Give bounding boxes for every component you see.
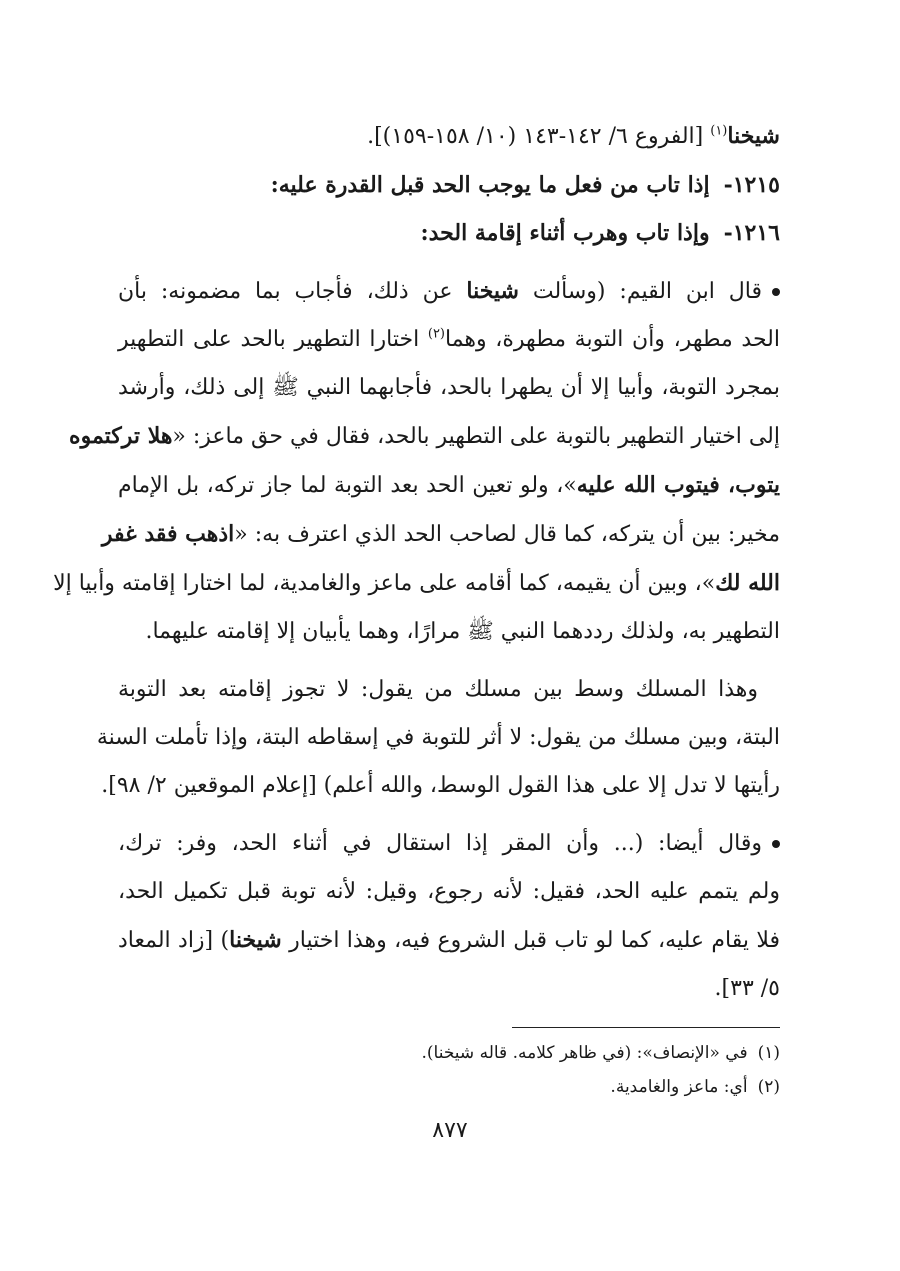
footnote-separator — [512, 1027, 780, 1028]
paragraph-ibn-qayyim-1 — [53, 267, 780, 656]
footnotes — [118, 1036, 780, 1104]
text-span: مخير: بين أن يتركه، كما قال لصاحب الحد الذي اعترف به: « — [234, 522, 780, 547]
footnote-text: في «الإنصاف»: (في ظاهر كلامه. قاله شيخنا). — [421, 1043, 748, 1063]
text-span: ) [زاد المعاد — [118, 928, 230, 953]
text-line: بمجرد التوبة، وأبيا إلا أن يطهرا بالحد، فأجابهما النبي ﷺ إلى ذلك، وأرشد — [118, 375, 780, 400]
footnote-ref-2[interactable]: (٢) — [427, 326, 445, 342]
shaykh-ref: شيخنا — [727, 123, 780, 149]
text-line — [118, 316, 780, 364]
text-span: وقال أيضا: (... وأن المقر إذا استقال في أثناء الحد، وفر: ترك، — [118, 831, 762, 856]
citation: [الفروع ٦/ ١٤٢-١٤٣ (١٠/ ١٥٨-١٥٩)]. — [367, 124, 711, 149]
paragraph-ibn-qayyim-2 — [96, 666, 780, 810]
text-line: ٥/ ٣٣]. — [714, 976, 780, 1001]
footnote-number: (٢) — [757, 1077, 780, 1097]
text-span: فلا يقام عليه، كما لو تاب قبل الشروع فيه، وهذا اختيار — [281, 928, 780, 953]
text-line — [118, 267, 780, 316]
heading-title: إذا تاب من فعل ما يوجب الحد قبل القدرة عليه: — [270, 172, 710, 198]
text-span: وهذا المسلك وسط بين مسلك من يقول: لا تجوز إقامته بعد التوبة — [118, 677, 758, 702]
main-text — [53, 112, 780, 1013]
heading-number: ١٢١٦- — [723, 220, 780, 246]
heading-title: وإذا تاب وهرب أثناء إقامة الحد: — [420, 220, 710, 246]
text-line: التطهير به، ولذلك رددهما النبي ﷺ مرارًا، وهما يأبيان إلا إقامته عليهما. — [145, 619, 780, 644]
text-span: قال ابن القيم: (وسألت — [518, 279, 762, 304]
text-line — [118, 461, 780, 510]
shaykh-ref: شيخنا — [229, 927, 282, 953]
text-span: إلى اختيار التطهير بالتوبة على التطهير بالحد، فقال في حق ماعز: « — [172, 424, 780, 449]
text-line: البتة، وبين مسلك من يقول: لا أثر للتوبة في إسقاطه البتة، وإذا تأملت السنة — [96, 725, 780, 750]
text-line — [53, 559, 780, 608]
text-line: ولم يتمم عليه الحد، فقيل: لأنه رجوع، وقيل: لأنه توبة قبل تكميل الحد، — [118, 879, 780, 904]
footnote-ref-1[interactable]: (١) — [710, 123, 728, 139]
text-span: »، ولو تعين الحد بعد التوبة لما جاز تركه، بل الإمام — [118, 473, 577, 498]
text-span: »، وبين أن يقيمه، كما أقامه على ماعز والغامدية، لما اختارا إقامته وأبيا إلا — [53, 571, 716, 596]
text-span: عن ذلك، فأجاب بما مضمونه: بأن — [118, 279, 467, 304]
footnote-text: أي: ماعز والغامدية. — [610, 1077, 748, 1097]
paragraph-ibn-qayyim-3 — [118, 820, 780, 1013]
text-line — [118, 666, 780, 714]
entry-1214-line — [118, 112, 780, 161]
text-line — [118, 916, 780, 965]
bullet-icon — [772, 840, 780, 848]
hadith-text: اذهب فقد غفر — [101, 521, 235, 547]
footnote-number: (١) — [757, 1043, 780, 1063]
text-line: رأيتها لا تدل إلا على هذا القول الوسط، والله أعلم) [إعلام الموقعين ٢/ ٩٨]. — [101, 773, 780, 798]
heading-1216 — [118, 209, 780, 257]
bullet-icon — [772, 288, 780, 296]
heading-1215 — [118, 161, 780, 209]
text-line — [69, 412, 780, 461]
hadith-text: يتوب، فيتوب الله عليه — [576, 472, 780, 498]
heading-number: ١٢١٥- — [723, 172, 780, 198]
hadith-text: الله لك — [715, 570, 780, 596]
text-span: اختارا التطهير بالحد على التطهير — [118, 327, 428, 352]
text-line — [118, 820, 780, 868]
footnote-2 — [118, 1070, 780, 1104]
hadith-text: هلا تركتموه — [69, 423, 173, 449]
footnote-1 — [118, 1036, 780, 1070]
page-number: ٨٧٧ — [432, 1118, 468, 1143]
shaykh-ref: شيخنا — [466, 278, 519, 304]
text-line — [101, 510, 780, 559]
text-span: الحد مطهر، وأن التوبة مطهرة، وهما — [445, 327, 780, 352]
